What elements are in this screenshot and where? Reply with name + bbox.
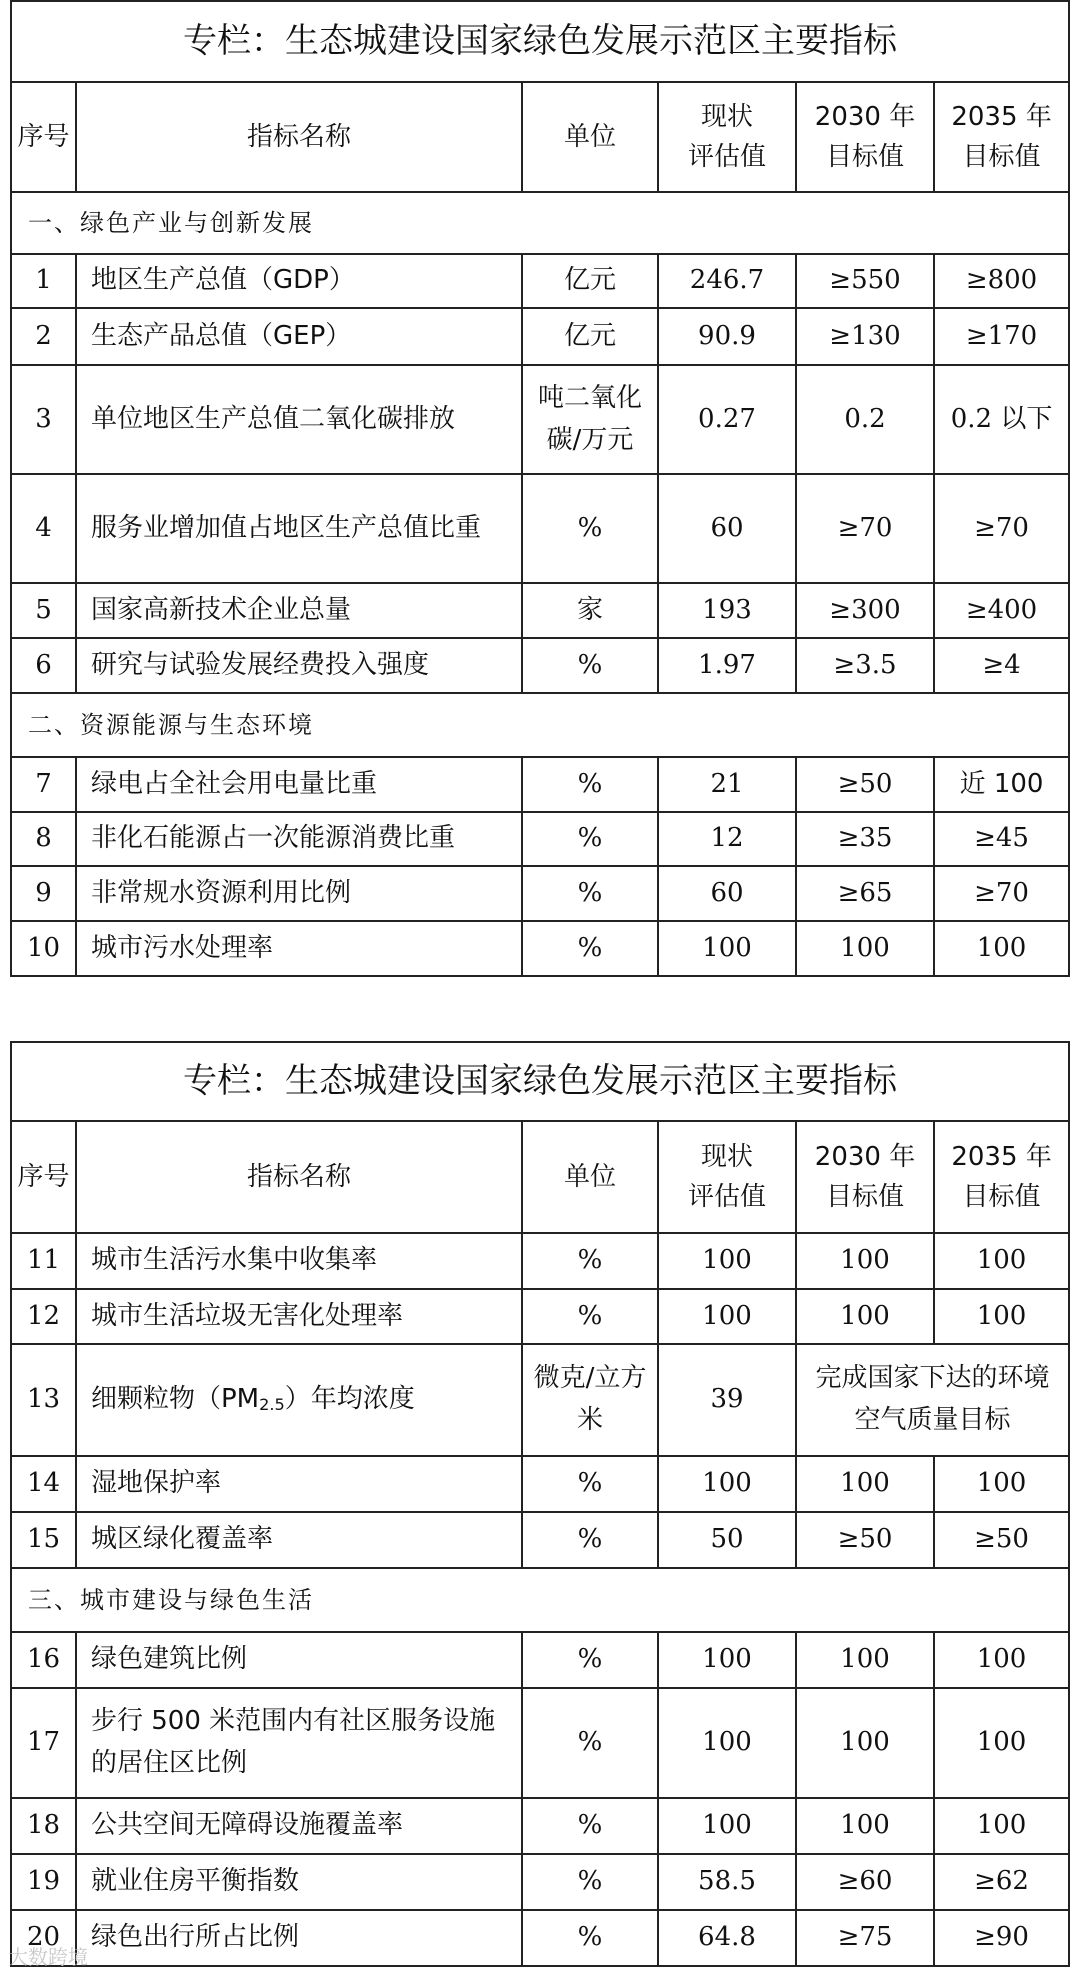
table-row [11, 1910, 1069, 1966]
table-row [11, 1344, 1069, 1456]
target-2030: ≥75 [796, 1910, 934, 1966]
indicator-name: 研究与试验发展经费投入强度 [76, 638, 522, 693]
indicator-unit: % [522, 1289, 658, 1344]
target-2035: ≥62 [934, 1854, 1069, 1910]
target-2030: ≥550 [796, 254, 934, 308]
target-2030: ≥300 [796, 583, 934, 638]
indicator-name: 非常规水资源利用比例 [76, 866, 522, 921]
current-value: 50 [658, 1512, 796, 1568]
target-2035: 100 [934, 1233, 1069, 1289]
indicator-name: 绿色建筑比例 [76, 1632, 522, 1688]
indicator-unit: % [522, 1512, 658, 1568]
row-number: 15 [11, 1512, 76, 1568]
target-2030: ≥50 [796, 757, 934, 812]
row-number: 17 [11, 1688, 76, 1798]
header-2035: 2035 年 目标值 [934, 1121, 1069, 1233]
target-2030: 100 [796, 1289, 934, 1344]
table-title: 专栏：生态城建设国家绿色发展示范区主要指标 [11, 1042, 1069, 1121]
table-row [11, 1233, 1069, 1289]
current-value: 246.7 [658, 254, 796, 308]
table-row [11, 866, 1069, 921]
table-row [11, 921, 1069, 976]
target-2030: ≥70 [796, 474, 934, 583]
header-seq: 序号 [11, 82, 76, 192]
header-seq: 序号 [11, 1121, 76, 1233]
target-2030: ≥35 [796, 812, 934, 866]
header-name: 指标名称 [76, 82, 522, 192]
indicator-name: 城区绿化覆盖率 [76, 1512, 522, 1568]
row-number: 3 [11, 365, 76, 474]
target-2035: ≥400 [934, 583, 1069, 638]
indicator-name: 绿色出行所占比例 [76, 1910, 522, 1966]
target-2035: ≥70 [934, 866, 1069, 921]
indicator-unit: 吨二氧化碳/万元 [522, 365, 658, 474]
target-2030: ≥3.5 [796, 638, 934, 693]
current-value: 12 [658, 812, 796, 866]
header-2035: 2035 年 目标值 [934, 82, 1069, 192]
row-number: 13 [11, 1344, 76, 1456]
current-value: 0.27 [658, 365, 796, 474]
row-number: 9 [11, 866, 76, 921]
table-row [11, 474, 1069, 583]
row-number: 19 [11, 1854, 76, 1910]
current-value: 64.8 [658, 1910, 796, 1966]
indicator-name: 服务业增加值占地区生产总值比重 [76, 474, 522, 583]
indicator-name: 生态产品总值（GEP） [76, 308, 522, 365]
current-value: 21 [658, 757, 796, 812]
current-value: 100 [658, 1233, 796, 1289]
header-2030: 2030 年 目标值 [796, 1121, 934, 1233]
indicator-unit: % [522, 812, 658, 866]
row-number: 12 [11, 1289, 76, 1344]
row-number: 20 [11, 1910, 76, 1966]
target-2035: ≥90 [934, 1910, 1069, 1966]
row-number: 18 [11, 1798, 76, 1854]
indicator-unit: % [522, 866, 658, 921]
indicator-unit: % [522, 1688, 658, 1798]
indicator-unit: 亿元 [522, 254, 658, 308]
row-number: 4 [11, 474, 76, 583]
target-2035: ≥50 [934, 1512, 1069, 1568]
row-number: 1 [11, 254, 76, 308]
current-value: 60 [658, 866, 796, 921]
indicator-name: 绿电占全社会用电量比重 [76, 757, 522, 812]
target-2035: ≥70 [934, 474, 1069, 583]
indicator-unit: % [522, 474, 658, 583]
table-row [11, 365, 1069, 474]
current-value: 39 [658, 1344, 796, 1456]
current-value: 90.9 [658, 308, 796, 365]
target-2035: ≥170 [934, 308, 1069, 365]
current-value: 60 [658, 474, 796, 583]
target-2030: ≥50 [796, 1512, 934, 1568]
target-2035: 0.2 以下 [934, 365, 1069, 474]
indicator-unit: % [522, 1456, 658, 1512]
indicator-table-1 [10, 0, 1070, 977]
watermark: 大数跨境 [8, 1945, 88, 1969]
target-2030: ≥130 [796, 308, 934, 365]
table-row [11, 1456, 1069, 1512]
indicator-name: 国家高新技术企业总量 [76, 583, 522, 638]
indicator-unit: % [522, 921, 658, 976]
indicator-unit: % [522, 757, 658, 812]
indicator-name: 城市生活污水集中收集率 [76, 1233, 522, 1289]
header-unit: 单位 [522, 82, 658, 192]
indicator-unit: 家 [522, 583, 658, 638]
indicator-unit: % [522, 1632, 658, 1688]
current-value: 100 [658, 921, 796, 976]
header-unit: 单位 [522, 1121, 658, 1233]
row-number: 7 [11, 757, 76, 812]
current-value: 100 [658, 1289, 796, 1344]
table-row [11, 1289, 1069, 1344]
current-value: 100 [658, 1632, 796, 1688]
table-row [11, 812, 1069, 866]
target-2035: ≥4 [934, 638, 1069, 693]
row-number: 16 [11, 1632, 76, 1688]
indicator-name: 非化石能源占一次能源消费比重 [76, 812, 522, 866]
target-2035: 100 [934, 1289, 1069, 1344]
table-row [11, 1688, 1069, 1798]
indicator-name: 城市生活垃圾无害化处理率 [76, 1289, 522, 1344]
target-2030: ≥65 [796, 866, 934, 921]
current-value: 1.97 [658, 638, 796, 693]
indicator-name: 就业住房平衡指数 [76, 1854, 522, 1910]
indicator-unit: % [522, 638, 658, 693]
indicator-name: 步行 500 米范围内有社区服务设施的居住区比例 [76, 1688, 522, 1798]
indicator-unit: % [522, 1233, 658, 1289]
table-row [11, 308, 1069, 365]
target-2035: 近 100 [934, 757, 1069, 812]
indicator-unit: 亿元 [522, 308, 658, 365]
header-row [11, 1121, 1069, 1233]
target-2035: 100 [934, 921, 1069, 976]
target-2035: 100 [934, 1456, 1069, 1512]
table-row [11, 254, 1069, 308]
target-2035: 100 [934, 1688, 1069, 1798]
indicator-name: 细颗粒物$(PM_{2.5})$年均浓度 [76, 1344, 522, 1456]
header-row [11, 82, 1069, 192]
section-heading: 二、资源能源与生态环境 [11, 693, 1069, 757]
current-value: 100 [658, 1456, 796, 1512]
header-2030: 2030 年 目标值 [796, 82, 934, 192]
target-2030: 100 [796, 1688, 934, 1798]
indicator-name: 单位地区生产总值二氧化碳排放 [76, 365, 522, 474]
section-heading: 三、城市建设与绿色生活 [11, 1568, 1069, 1632]
target-2030: 100 [796, 1632, 934, 1688]
target-2030: 100 [796, 921, 934, 976]
row-number: 10 [11, 921, 76, 976]
row-number: 14 [11, 1456, 76, 1512]
target-2035: ≥45 [934, 812, 1069, 866]
indicator-table-2 [10, 1041, 1070, 1967]
header-name: 指标名称 [76, 1121, 522, 1233]
table-row [11, 638, 1069, 693]
current-value: 100 [658, 1688, 796, 1798]
row-number: 5 [11, 583, 76, 638]
header-current: 现状 评估值 [658, 82, 796, 192]
table-row [11, 1512, 1069, 1568]
indicator-name: 城市污水处理率 [76, 921, 522, 976]
section-heading: 一、绿色产业与创新发展 [11, 192, 1069, 254]
indicator-name: 地区生产总值（GDP） [76, 254, 522, 308]
target-2030: 0.2 [796, 365, 934, 474]
table-row [11, 1632, 1069, 1688]
table-row [11, 1854, 1069, 1910]
table-row [11, 1798, 1069, 1854]
current-value: 100 [658, 1798, 796, 1854]
row-number: 2 [11, 308, 76, 365]
target-2030: 100 [796, 1798, 934, 1854]
current-value: 193 [658, 583, 796, 638]
indicator-name: 湿地保护率 [76, 1456, 522, 1512]
target-2030: 100 [796, 1456, 934, 1512]
target-2035: 100 [934, 1798, 1069, 1854]
target-2030: ≥60 [796, 1854, 934, 1910]
row-number: 6 [11, 638, 76, 693]
indicator-unit: % [522, 1854, 658, 1910]
table-row [11, 583, 1069, 638]
table-row [11, 757, 1069, 812]
indicator-unit: % [522, 1910, 658, 1966]
target-2035: 100 [934, 1632, 1069, 1688]
indicator-name: 公共空间无障碍设施覆盖率 [76, 1798, 522, 1854]
indicator-unit: % [522, 1798, 658, 1854]
row-number: 8 [11, 812, 76, 866]
row-number: 11 [11, 1233, 76, 1289]
header-current: 现状 评估值 [658, 1121, 796, 1233]
target-2030: 100 [796, 1233, 934, 1289]
target-merged: 完成国家下达的环境空气质量目标 [796, 1344, 1069, 1456]
target-2035: ≥800 [934, 254, 1069, 308]
current-value: 58.5 [658, 1854, 796, 1910]
table-title: 专栏：生态城建设国家绿色发展示范区主要指标 [11, 1, 1069, 82]
indicator-unit: 微克/立方米 [522, 1344, 658, 1456]
